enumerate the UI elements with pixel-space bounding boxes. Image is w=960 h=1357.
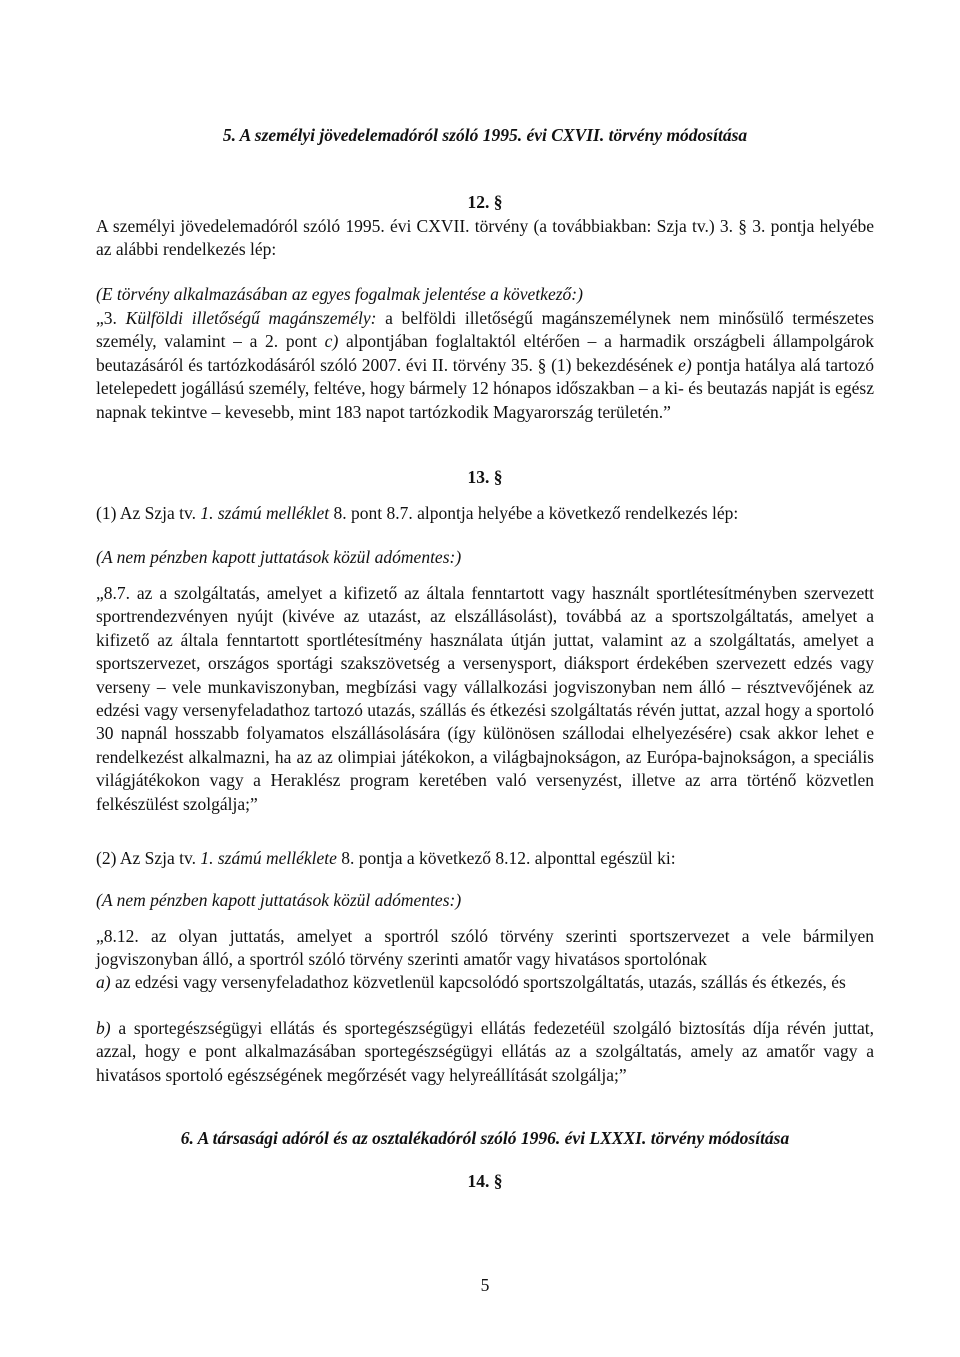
quote-text-a: a belföldi illetőségű magánszemélynek nem minősülő természetes személy, valamint – a 2. pont bbox=[96, 308, 874, 352]
list-item-b bbox=[96, 1017, 874, 1087]
paragraph-12-quote bbox=[96, 307, 874, 424]
paragraph-12-number: 12. § bbox=[467, 192, 503, 212]
reference-e: e) bbox=[678, 354, 692, 375]
item-a-marker: a) bbox=[96, 972, 111, 992]
section-6-heading bbox=[96, 1127, 874, 1150]
page-number: 5 bbox=[480, 1275, 490, 1295]
subsection-1-context: (A nem pénzben kapott juttatások közül adómentes:) bbox=[96, 547, 462, 567]
paragraph-13-number: 13. § bbox=[467, 467, 503, 487]
defined-term: Külföldi illetőségű magánszemély: bbox=[125, 308, 377, 328]
section-5-heading bbox=[96, 124, 874, 147]
section-6-title: 6. A társasági adóról és az osztalékadóról szóló 1996. évi LXXXI. törvény módosítása bbox=[180, 1128, 790, 1148]
reference-c: c) bbox=[324, 331, 339, 352]
paragraph-12-context: (E törvény alkalmazásában az egyes fogalmak jelentése a következő:) bbox=[96, 284, 583, 304]
quote-text-c: pontja hatálya alá tartozó letelepedett jogállású személy, feltéve, hogy bármely 12 hónapos időszakban – a ki- és beutazás napját is egész napnak tekintve – kevesebb, mint 183 napot tartózkodik Magyarország területén.” bbox=[96, 354, 874, 422]
subsection-1-quote: „8.7. az a szolgáltatás, amelyet a kifizető az általa fenntartott vagy használt sportlétesítményben szervezett sportrendezvényen nyújt (kivéve az utazást, az elszállásolást), továbbá az a sportszolgáltatás, amelyet a kifizető az általa fenntartott sportlétesítmény használata útján juttat, valamint az a szolgáltatás, amelyet a sportszervezet, országos sportági szakszövetség a versenysport, diáksport érdekében szervezett edzés vagy verseny – vele munkaviszonyban, megbízási vagy vállalkozási jogviszonyban nem álló – résztvevőjének az edzési vagy versenyfeladathoz tartozó utazás, szállás és étkezési szolgáltatás révén juttat, azzal hogy a sportoló 30 napnál hosszabb folyamatos elszállásolására (így különösen szállodai elhelyezésére) csak akkor lehet e rendelkezést alkalmazni, ha az az olimpiai játékokon, a világbajnokságon, az Európa-bajnokságon, a speciális világjátékokon vagy a Heraklész program keretében való versenyzést, illetve az arra történő közvetlen felkészülést szolgálja;” bbox=[96, 583, 874, 814]
item-b-marker: b) bbox=[96, 1018, 111, 1038]
subsection-1-suffix: 8. pont 8.7. alpontja helyébe a következő rendelkezés lép: bbox=[329, 503, 739, 523]
quote-text-b: alpontjában foglaltaktól eltérően – a harmadik országbeli állampolgárok beutazásáról és tartózkodásáról szóló 2007. évi II. törvény 35. § (1) bekezdésének bbox=[96, 331, 875, 375]
subsection-2-quote: „8.12. az olyan juttatás, amelyet a sportról szóló törvény szerinti sportszervezet a vele bármilyen jogviszonyban álló, a sportról szóló törvény szerinti amatőr vagy hivatásos sportolónak bbox=[96, 926, 874, 970]
item-b-text: a sportegészségügyi ellátás és sportegészségügyi ellátás fedezetéül szolgáló biztosítás díja révén juttat, azzal, hogy e pont alkalmazásában sportegészségügyi ellátás az a szolgáltatás, amely az amatőr vagy a hivatásos sportoló egészségének megőrzését vagy helyreállítását szolgálja;” bbox=[96, 1018, 874, 1085]
subsection-1-annex-ref: 1. számú melléklet bbox=[200, 503, 330, 523]
item-a-text: az edzési vagy versenyfeladathoz közvetlenül kapcsolódó sportszolgáltatás, utazás, szállás és étkezés, és bbox=[110, 972, 846, 992]
quote-prefix: „3. bbox=[96, 308, 126, 328]
subsection-2-suffix: 8. pontja a következő 8.12. alponttal egészül ki: bbox=[336, 848, 676, 868]
subsection-2-annex-ref: 1. számú melléklete bbox=[200, 848, 337, 868]
paragraph-12-intro: A személyi jövedelemadóról szóló 1995. évi CXVII. törvény (a továbbiakban: Szja tv.) 3. § 3. pontja helyébe az alábbi rendelkezés lép: bbox=[96, 216, 874, 260]
subsection-1-prefix: (1) Az Szja tv. bbox=[96, 503, 201, 523]
list-item-a bbox=[96, 971, 874, 994]
section-5-title: 5. A személyi jövedelemadóról szóló 1995. évi CXVII. törvény módosítása bbox=[222, 125, 748, 145]
paragraph-13-subsection-2 bbox=[96, 847, 874, 870]
subsection-2-prefix: (2) Az Szja tv. bbox=[96, 848, 201, 868]
subsection-2-context: (A nem pénzben kapott juttatások közül adómentes:) bbox=[96, 890, 462, 910]
paragraph-13-subsection-1 bbox=[96, 502, 874, 525]
paragraph-14-number: 14. § bbox=[467, 1171, 503, 1191]
